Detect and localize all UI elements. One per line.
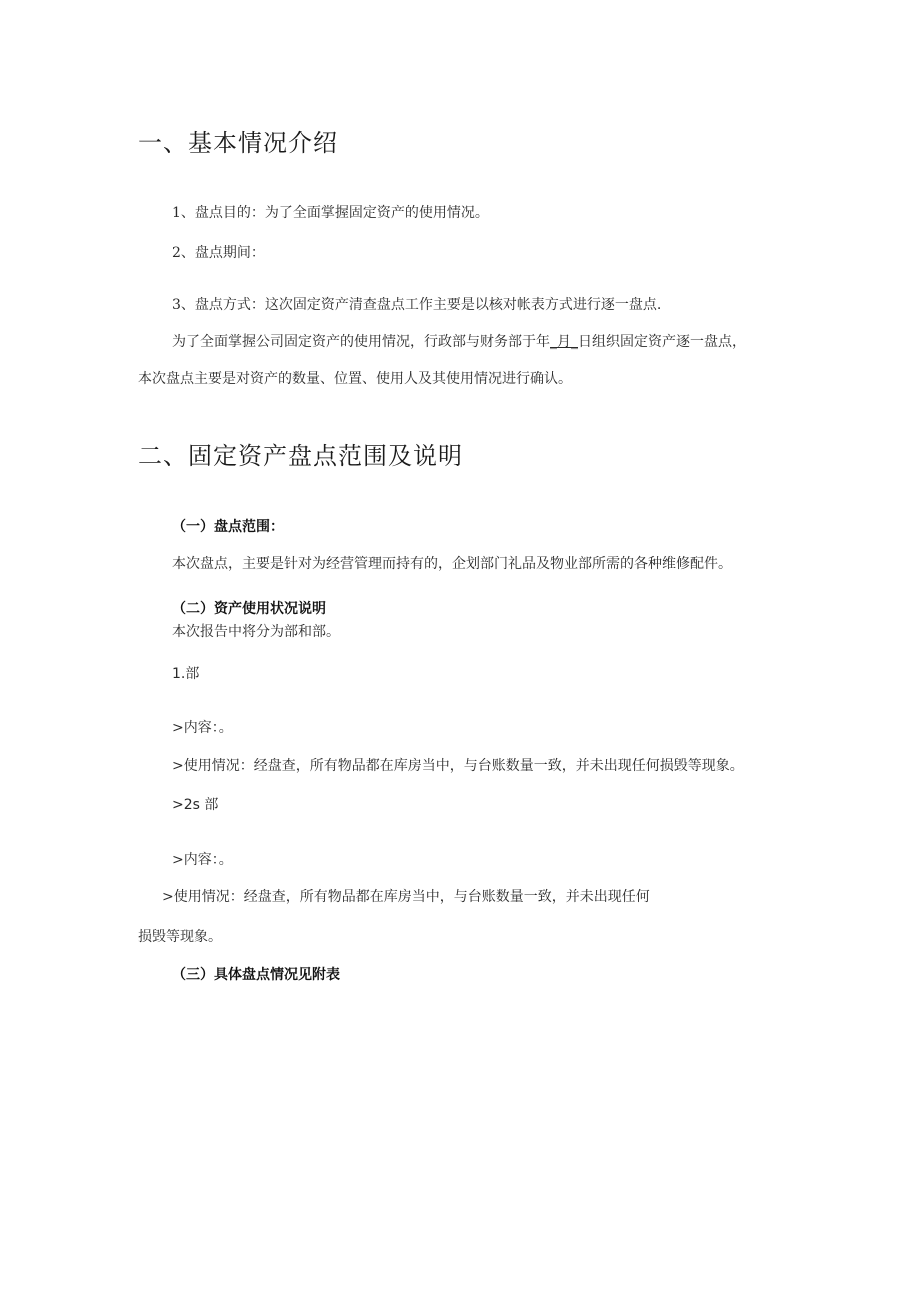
department-2-content: >内容：。 bbox=[172, 852, 233, 868]
date-blank: _月_ bbox=[550, 334, 578, 350]
subsection-2-text: 本次报告中将分为部和部。 bbox=[172, 624, 340, 640]
section-1-paragraph-line-1 bbox=[172, 335, 746, 349]
department-2-usage-line-2: 损毁等现象。 bbox=[138, 929, 222, 945]
section-1-item-purpose: 1、盘点目的：为了全面掌握固定资产的使用情况。 bbox=[172, 205, 489, 221]
paragraph-text-a: 为了全面掌握公司固定资产的使用情况，行政部与财务部于年 bbox=[172, 334, 550, 350]
department-2-usage-line-1: >使用情况：经盘查，所有物品都在库房当中，与台账数量一致，并未出现任何 bbox=[162, 889, 650, 905]
department-2-label: >2s 部 bbox=[172, 797, 219, 813]
section-1-heading: 一、基本情况介绍 bbox=[138, 129, 338, 157]
subsection-1-title: （一）盘点范围： bbox=[172, 519, 284, 535]
department-1-usage: >使用情况：经盘查，所有物品都在库房当中，与台账数量一致，并未出现任何损毁等现象。 bbox=[172, 758, 744, 774]
section-1-item-method: 3、盘点方式：这次固定资产清查盘点工作主要是以核对帐表方式进行逐一盘点. bbox=[172, 297, 662, 313]
subsection-2-title: （二）资产使用状况说明 bbox=[172, 601, 326, 617]
department-1-content: >内容：。 bbox=[172, 720, 233, 736]
paragraph-text-b: 日组织固定资产逐一盘点， bbox=[578, 334, 746, 350]
subsection-3-title: （三）具体盘点情况见附表 bbox=[172, 967, 340, 983]
subsection-1-text: 本次盘点，主要是针对为经营管理而持有的，企划部门礼品及物业部所需的各种维修配件。 bbox=[172, 556, 732, 572]
section-1-paragraph-line-2: 本次盘点主要是对资产的数量、位置、使用人及其使用情况进行确认。 bbox=[138, 371, 572, 387]
section-1-item-period: 2、盘点期间： bbox=[172, 245, 265, 261]
department-1-label: 1.部 bbox=[172, 666, 200, 682]
section-2-heading: 二、固定资产盘点范围及说明 bbox=[138, 442, 463, 470]
